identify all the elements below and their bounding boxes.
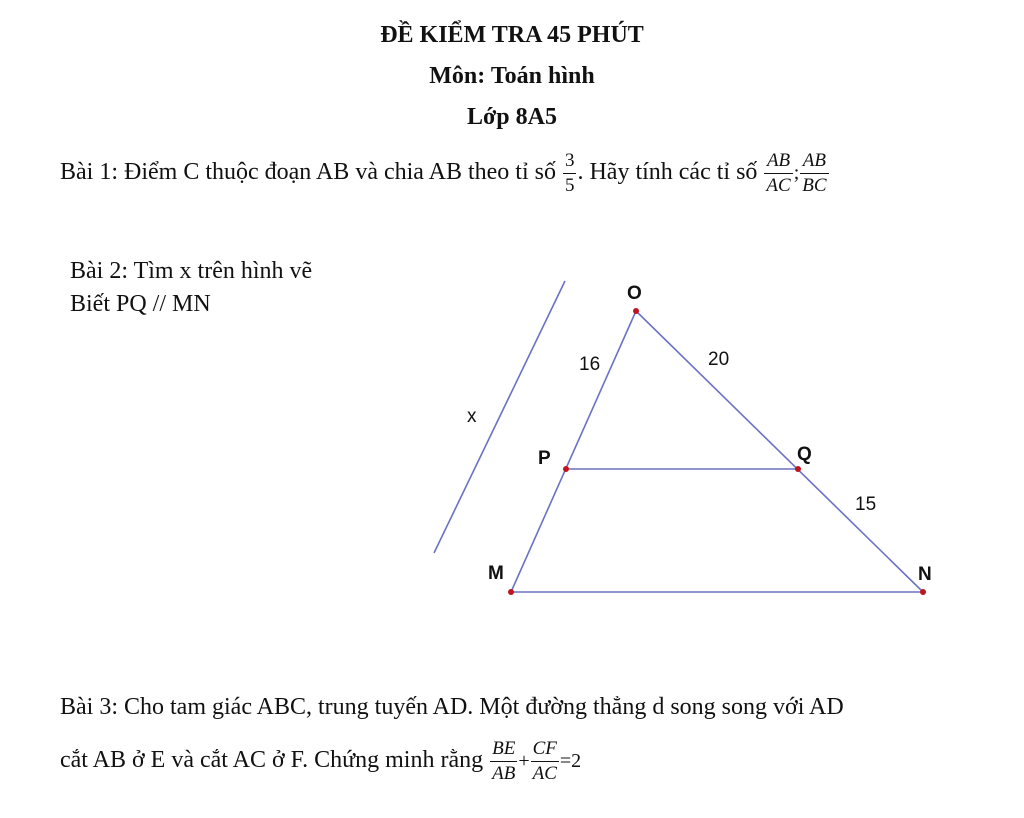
fraction-ab-bc-denominator: BC xyxy=(802,174,827,196)
label-n: N xyxy=(918,564,932,585)
label-x: x xyxy=(467,406,477,427)
label-m: M xyxy=(488,563,504,584)
point-o xyxy=(633,308,639,314)
label-op-length: 16 xyxy=(579,354,601,375)
label-qn-length: 15 xyxy=(855,494,877,515)
fraction-cf-ac-denominator: AC xyxy=(532,762,557,784)
fraction-ab-bc-numerator: AB xyxy=(800,150,828,174)
problem-3-line-1: Bài 3: Cho tam giác ABC, trung tuyến AD. Một đường thẳng d song song với AD xyxy=(60,694,844,720)
label-q: Q xyxy=(797,444,812,465)
fraction-be-ab-denominator: AB xyxy=(492,762,516,784)
problem-2-line-1: Bài 2: Tìm x trên hình vẽ xyxy=(70,258,313,284)
label-o: O xyxy=(627,283,642,304)
fraction-be-ab-numerator: BE xyxy=(490,738,517,762)
fraction-be-ab xyxy=(490,738,517,785)
problem-3-line-2 xyxy=(60,738,581,785)
problem-1-text: Bài 1: Điểm C thuộc đoạn AB và chia AB theo tỉ số xyxy=(60,158,556,185)
ratio-numerator: 3 xyxy=(563,150,577,174)
fraction-ab-ac-denominator: AC xyxy=(766,174,791,196)
segment-x xyxy=(434,281,565,553)
point-q xyxy=(795,466,801,472)
point-m xyxy=(508,589,514,595)
label-oq-length: 20 xyxy=(708,349,730,370)
fraction-cf-ac xyxy=(531,738,559,785)
exam-title: ĐỀ KIỂM TRA 45 PHÚT xyxy=(380,22,644,48)
exam-subject: Môn: Toán hình xyxy=(429,63,595,89)
segment-o-n xyxy=(636,311,923,592)
fraction-cf-ac-numerator: CF xyxy=(531,738,559,762)
point-n xyxy=(920,589,926,595)
point-p xyxy=(563,466,569,472)
ratio-denominator: 5 xyxy=(564,174,575,196)
exam-class: Lớp 8A5 xyxy=(467,104,557,130)
problem-2-line-2: Biết PQ // MN xyxy=(70,291,211,317)
problem-3-text: cắt AB ở E và cắt AC ở F. Chứng minh rằng xyxy=(60,746,484,773)
label-p: P xyxy=(538,448,551,469)
problem-1-text-after: . Hãy tính các tỉ số xyxy=(577,158,758,185)
plus-sign: + xyxy=(518,749,530,772)
equals-two: =2 xyxy=(559,749,582,772)
fraction-separator: ; xyxy=(793,161,800,184)
fraction-ab-ac-numerator: AB xyxy=(764,150,792,174)
